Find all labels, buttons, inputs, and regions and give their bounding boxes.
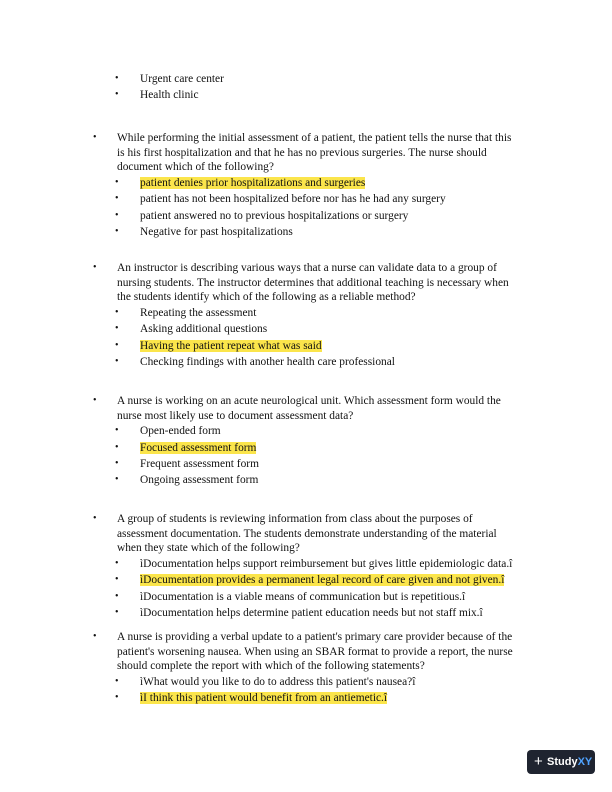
bullet-icon: • [93,132,97,143]
list-item [0,590,612,606]
option-text: patient answered no to previous hospitalizations or surgery [140,209,409,222]
list-item [0,675,612,691]
option-text: Asking additional questions [140,323,268,336]
question-text: A nurse is working on an acute neurological unit. Which assessment form would the nurse most likely use to document assessment data? [117,395,501,422]
brand-name [547,750,592,774]
brand-name-part1: Study [547,756,578,768]
bullet-icon: • [115,209,119,221]
bullet-icon: • [115,574,119,586]
highlighted-option-text: Focused assessment form [140,441,257,454]
option-text: ìDocumentation helps determine patient education needs but not staff mix.î [140,606,483,619]
list-item [0,322,612,338]
bullet-icon: • [115,474,119,486]
bullet-icon: • [115,306,119,318]
question-block [0,512,612,622]
bullet-icon: • [115,193,119,205]
question-text: A nurse is providing a verbal update to a patient's primary care provider because of the patient's worsening nausea. When using an SBAR format to provide a report, the nurse should complete the report with which of the following statements? [117,631,513,673]
bullet-icon: • [93,395,97,406]
list-item [0,691,612,707]
option-text: Negative for past hospitalizations [140,225,293,238]
list-item [0,424,612,440]
bullet-icon: • [115,675,119,687]
bullet-icon: • [115,457,119,469]
option-list [0,306,612,372]
list-item [0,355,612,371]
list-item [0,88,612,104]
bullet-icon: • [93,262,97,273]
question-stem [0,394,521,423]
bullet-icon: • [115,425,119,437]
option-text: Ongoing assessment form [140,474,259,487]
question-stem [0,131,521,175]
question-block [0,394,612,490]
list-item [0,72,612,88]
bullet-icon: • [93,631,97,642]
option-text: ìWhat would you like to do to address this patient's nausea?î [140,675,416,688]
option-text: patient has not been hospitalized before nor has he had any surgery [140,193,446,206]
list-item [0,441,612,457]
bullet-icon: • [115,323,119,335]
bullet-icon: • [115,339,119,351]
bullet-icon: • [115,73,119,84]
option-text: Urgent care center [140,73,224,85]
studyxy-badge[interactable] [527,750,595,774]
option-text: Checking findings with another health care professional [140,355,395,368]
list-item [0,306,612,322]
bullet-icon: • [115,89,119,101]
question-stem [0,261,521,305]
question-block [0,261,612,371]
list-item [0,606,612,622]
highlighted-option-text: ìI think this patient would benefit from an antiemetic.î [140,692,388,705]
list-item [0,339,612,355]
question-text: While performing the initial assessment of a patient, the patient tells the nurse that this is his first hospitalization and that he has no previous surgeries. The nurse should document which of the following? [117,132,512,174]
top-option-list [0,72,612,105]
list-item [0,225,612,241]
option-list [0,176,612,242]
highlighted-option-text: patient denies prior hospitalizations and surgeries [140,176,366,189]
option-list [0,424,612,490]
list-item [0,557,612,573]
bullet-icon: • [115,441,119,453]
bullet-icon: • [115,355,119,367]
question-block [0,630,612,708]
question-text: An instructor is describing various ways that a nurse can validate data to a group of nursing students. The instructor determines that additional teaching is necessary when the students identify which of the following as a reliable method? [117,262,509,304]
option-text: ìDocumentation helps support reimbursement but gives little epidemiologic data.î [140,557,513,570]
bullet-icon: • [115,590,119,602]
option-text: Frequent assessment form [140,457,259,470]
brand-name-part2: XY [577,756,593,768]
bullet-icon: • [115,692,119,704]
question-stem [0,512,521,556]
highlighted-option-text: Having the patient repeat what was said [140,339,322,352]
list-item [0,457,612,473]
plus-icon: + [534,753,543,770]
bullet-icon: • [115,606,119,618]
question-stem [0,630,521,674]
option-text: Repeating the assessment [140,306,257,319]
option-list [0,557,612,623]
list-item [0,473,612,489]
bullet-icon: • [115,557,119,569]
option-list [0,675,612,708]
option-text: ìDocumentation is a viable means of communication but is repetitious.î [140,590,466,603]
highlighted-option-text: ìDocumentation provides a permanent legal record of care given and not given.î [140,574,505,587]
question-block [0,131,612,241]
bullet-icon: • [115,176,119,188]
option-text: Open-ended form [140,425,221,438]
list-item [0,192,612,208]
bullet-icon: • [115,225,119,237]
option-text: Health clinic [140,89,199,102]
list-item [0,573,612,589]
question-text: A group of students is reviewing information from class about the purposes of assessment documentation. The students demonstrate understanding of the material when they state which of the following? [117,513,497,555]
bullet-icon: • [93,513,97,524]
list-item [0,176,612,192]
list-item [0,209,612,225]
